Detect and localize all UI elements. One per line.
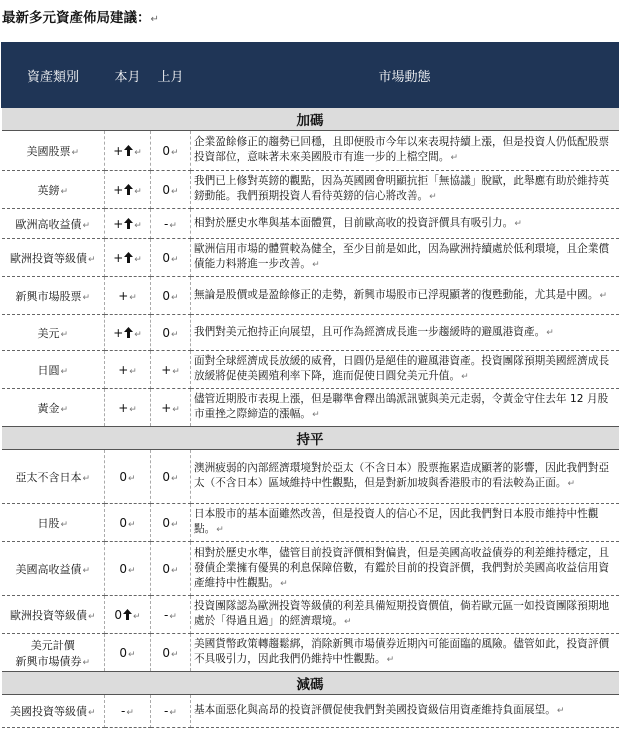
- up-arrow-icon: [124, 145, 133, 156]
- cell-end-mark: ↵: [171, 519, 179, 530]
- cell-end-mark: ↵: [312, 260, 320, 270]
- table-row: [2, 171, 619, 209]
- market-commentary-cell: [191, 389, 619, 427]
- cell-end-mark: ↵: [171, 186, 179, 197]
- asset-class-cell: [2, 504, 105, 542]
- table-row: [2, 131, 619, 171]
- last-month-value: 0: [162, 645, 171, 660]
- section-title: 減碼: [2, 672, 619, 695]
- asset-class-cell: [2, 315, 105, 351]
- header-this-month: 本月: [105, 43, 151, 108]
- document-title-text: 最新多元資產佈局建議：: [2, 10, 151, 26]
- cell-end-mark: ↵: [60, 329, 69, 340]
- this-month-cell: [105, 450, 151, 504]
- cell-end-mark: ↵: [133, 611, 141, 622]
- cell-end-mark: ↵: [450, 153, 459, 163]
- asset-allocation-table: [1, 42, 619, 728]
- cell-end-mark: ↵: [171, 147, 179, 158]
- asset-class-cell: [2, 634, 105, 672]
- asset-class-label: 美元計價: [30, 638, 75, 652]
- asset-class-label: 美國股票: [26, 144, 71, 158]
- last-month-cell: [151, 131, 191, 171]
- asset-class-cell: [2, 351, 105, 389]
- table-row: [2, 277, 619, 315]
- market-commentary-text: 基本面惡化與高昂的投資評價促使我們對美國投資級信用資產維持負面展望。: [194, 704, 556, 716]
- market-commentary-cell: [191, 277, 619, 315]
- asset-class-label: 美元: [37, 326, 60, 340]
- asset-class-cell: [2, 450, 105, 504]
- this-month-value: 0: [119, 469, 128, 484]
- section-title: 加碼: [2, 108, 619, 131]
- this-month-value: 0: [114, 607, 123, 622]
- this-month-cell: [105, 695, 151, 728]
- market-commentary-cell: [191, 634, 619, 672]
- last-month-value: 0: [162, 182, 171, 197]
- last-month-value: 0: [162, 288, 171, 303]
- market-commentary-text: 無論是股價或是盈餘修正的走勢，新興市場股市已浮現顯著的復甦動能，尤其是中國。: [194, 288, 599, 301]
- asset-class-cell: [2, 542, 105, 596]
- table-row: [2, 596, 619, 634]
- section-title: 持平: [2, 427, 619, 450]
- cell-end-mark: ↵: [60, 366, 69, 377]
- market-commentary-cell: [191, 315, 619, 351]
- market-commentary-cell: [191, 596, 619, 634]
- market-commentary-cell: [191, 209, 619, 239]
- paragraph-mark: ↵: [150, 14, 159, 25]
- this-month-value: 0: [119, 515, 128, 530]
- section-header-row: [2, 672, 619, 695]
- cell-end-mark: ↵: [128, 519, 136, 530]
- asset-class-label: 歐洲投資等級債: [9, 608, 87, 622]
- asset-class-label: 日股: [37, 516, 60, 530]
- last-month-cell: [151, 542, 191, 596]
- last-month-cell: [151, 315, 191, 351]
- this-month-value: +: [113, 182, 124, 197]
- market-commentary-cell: [191, 504, 619, 542]
- cell-end-mark: ↵: [169, 611, 177, 622]
- cell-end-mark: ↵: [134, 147, 142, 158]
- last-month-cell: [151, 450, 191, 504]
- last-month-cell: [151, 239, 191, 277]
- cell-end-mark: ↵: [171, 649, 179, 660]
- cell-end-mark: ↵: [429, 192, 437, 202]
- last-month-cell: [151, 351, 191, 389]
- section-header-row: [2, 427, 619, 450]
- this-month-cell: [105, 596, 151, 634]
- cell-end-mark: ↵: [312, 410, 320, 420]
- last-month-cell: [151, 634, 191, 672]
- up-arrow-icon: [124, 252, 133, 263]
- cell-end-mark: ↵: [171, 473, 179, 484]
- document-title: [2, 6, 159, 26]
- up-arrow-icon: [124, 184, 133, 195]
- cell-end-mark: ↵: [172, 404, 180, 415]
- cell-end-mark: ↵: [599, 290, 608, 301]
- this-month-value: +: [118, 288, 129, 303]
- market-commentary-cell: [191, 542, 619, 596]
- cell-end-mark: ↵: [171, 254, 179, 265]
- cell-end-mark: ↵: [60, 186, 69, 197]
- last-month-cell: [151, 504, 191, 542]
- this-month-value: -: [121, 704, 126, 718]
- cell-end-mark: ↵: [82, 220, 91, 231]
- asset-class-label: 歐洲投資等級債: [9, 251, 87, 265]
- cell-end-mark: ↵: [280, 578, 288, 589]
- last-month-value: 0: [162, 250, 171, 265]
- market-commentary-text: 美國貨幣政策轉趨鬆綁，消除新興市場債券近期內可能面臨的風險。儘管如此，投資評價不具吸引力，因此我們仍維持中性觀點。: [194, 638, 610, 665]
- this-month-value: 0: [119, 561, 128, 576]
- cell-end-mark: ↵: [556, 706, 565, 716]
- this-month-cell: [105, 504, 151, 542]
- last-month-value: -: [164, 704, 169, 718]
- asset-class-cell: [2, 596, 105, 634]
- cell-end-mark: ↵: [82, 565, 91, 576]
- cell-end-mark: ↵: [128, 649, 136, 660]
- cell-end-mark: ↵: [169, 708, 177, 718]
- asset-class-cell: [2, 239, 105, 277]
- asset-class-cell: [2, 171, 105, 209]
- last-month-cell: [151, 596, 191, 634]
- section-header-row: [2, 108, 619, 131]
- asset-class-label: 美國投資等級債: [9, 705, 87, 718]
- asset-class-cell: [2, 131, 105, 171]
- cell-end-mark: ↵: [128, 565, 136, 576]
- last-month-cell: [151, 695, 191, 728]
- this-month-cell: [105, 277, 151, 315]
- this-month-value: +: [113, 250, 124, 265]
- market-commentary-cell: [191, 171, 619, 209]
- market-commentary-cell: [191, 239, 619, 277]
- this-month-value: +: [118, 362, 129, 377]
- this-month-cell: [105, 171, 151, 209]
- up-arrow-icon: [123, 609, 132, 620]
- this-month-value: +: [118, 400, 129, 415]
- table-row: [2, 351, 619, 389]
- asset-class-label: 歐洲高收益債: [15, 217, 82, 231]
- cell-end-mark: ↵: [169, 220, 177, 231]
- asset-class-label: 亞太不含日本: [15, 470, 82, 484]
- asset-class-label: 日圓: [37, 363, 60, 377]
- table-row: [2, 209, 619, 239]
- cell-end-mark: ↵: [567, 479, 576, 489]
- last-month-cell: [151, 277, 191, 315]
- market-commentary-text: 儘管近期股市表現上漲，但是聯準會釋出鴿派訊號與美元走弱，令黃金守住去年 12 月股市重挫之際締造的漲幅。: [194, 393, 609, 420]
- header-market-commentary: 市場動態: [191, 43, 619, 108]
- table-row: [2, 542, 619, 596]
- last-month-value: +: [161, 400, 172, 415]
- cell-end-mark: ↵: [129, 404, 137, 415]
- cell-end-mark: ↵: [386, 655, 395, 665]
- cell-end-mark: ↵: [129, 292, 137, 303]
- cell-end-mark: ↵: [172, 366, 180, 377]
- market-commentary-cell: [191, 131, 619, 171]
- this-month-cell: [105, 634, 151, 672]
- market-commentary-cell: [191, 450, 619, 504]
- cell-end-mark: ↵: [128, 473, 136, 484]
- this-month-cell: [105, 389, 151, 427]
- cell-end-mark: ↵: [87, 708, 96, 718]
- this-month-cell: [105, 131, 151, 171]
- market-commentary-text: 相對於歷史水準，儘管目前投資評價相對偏貴，但是美國高收益債券的利差維持穩定，且發債企業擁有優異的利息保障倍數，有鑑於目前的投資評價，我們對於美國高收益信用資產維持中性觀點。: [194, 546, 610, 589]
- cell-end-mark: ↵: [216, 525, 224, 535]
- cell-end-mark: ↵: [514, 218, 522, 229]
- asset-class-label: 新興市場債券: [15, 654, 82, 668]
- table-row: [2, 450, 619, 504]
- up-arrow-icon: [124, 327, 133, 338]
- this-month-value: +: [113, 325, 124, 340]
- market-commentary-text: 企業盈餘修正的趨勢已回穩，且即便股市今年以來表現持續上漲，但是投資人仍低配股票投資部位，意味著未來美國股市有進一步的上檔空間。: [194, 136, 610, 163]
- table-header-row: [2, 43, 619, 108]
- cell-end-mark: ↵: [60, 404, 69, 415]
- cell-end-mark: ↵: [87, 254, 96, 265]
- this-month-value: +: [113, 216, 124, 231]
- cell-end-mark: ↵: [344, 617, 352, 627]
- cell-end-mark: ↵: [87, 611, 96, 622]
- market-commentary-text: 日本股市的基本面雖然改善，但是投資人的信心不足，因此我們對日本股市維持中性觀點。: [194, 508, 599, 535]
- cell-end-mark: ↵: [546, 327, 554, 338]
- market-commentary-text: 我們對美元抱持正向展望，且可作為經濟成長進一步趨緩時的避風港資產。: [194, 325, 546, 338]
- cell-end-mark: ↵: [60, 519, 69, 530]
- asset-class-cell: [2, 695, 105, 728]
- this-month-cell: [105, 239, 151, 277]
- asset-class-label: 英鎊: [37, 183, 60, 197]
- table-row: [2, 389, 619, 427]
- last-month-value: -: [164, 607, 169, 622]
- market-commentary-text: 歐洲信用市場的體質較為健全，至少目前是如此，因為歐洲持續處於低利環境，且企業償債能力料將進一步改善。: [194, 243, 610, 270]
- asset-class-cell: [2, 209, 105, 239]
- header-asset-class: 資產類別: [2, 43, 105, 108]
- market-commentary-text: 相對於歷史水準與基本面體質，目前歐高收的投資評價具有吸引力。: [194, 216, 514, 229]
- asset-class-cell: [2, 389, 105, 427]
- this-month-cell: [105, 315, 151, 351]
- cell-end-mark: ↵: [171, 565, 179, 576]
- this-month-cell: [105, 351, 151, 389]
- this-month-cell: [105, 209, 151, 239]
- last-month-value: +: [161, 362, 172, 377]
- market-commentary-text: 我們已上修對英鎊的觀點，因為英國國會明顯抗拒「無協議」脫歐，此舉應有助於維持英鎊動能。我們預期投資人看待英鎊的信心將改善。: [194, 175, 610, 202]
- header-last-month: 上月: [151, 43, 191, 108]
- this-month-value: 0: [119, 645, 128, 660]
- asset-class-label: 美國高收益債: [15, 562, 82, 576]
- cell-end-mark: ↵: [134, 220, 142, 231]
- asset-class-label: 新興市場股票: [15, 289, 82, 303]
- up-arrow-icon: [124, 218, 133, 229]
- cell-end-mark: ↵: [171, 329, 179, 340]
- last-month-value: 0: [162, 515, 171, 530]
- last-month-cell: [151, 171, 191, 209]
- table-row: [2, 239, 619, 277]
- cell-end-mark: ↵: [171, 292, 179, 303]
- last-month-value: 0: [162, 561, 171, 576]
- last-month-value: 0: [162, 325, 171, 340]
- cell-end-mark: ↵: [82, 292, 91, 303]
- cell-end-mark: ↵: [134, 329, 142, 340]
- market-commentary-cell: [191, 351, 619, 389]
- cell-end-mark: ↵: [71, 147, 80, 158]
- last-month-value: 0: [162, 469, 171, 484]
- cell-end-mark: ↵: [82, 657, 91, 668]
- cell-end-mark: ↵: [129, 366, 137, 377]
- cell-end-mark: ↵: [134, 254, 142, 265]
- cell-end-mark: ↵: [82, 473, 91, 484]
- last-month-value: -: [164, 216, 169, 231]
- market-commentary-text: 面對全球經濟成長放緩的威脅，日圓仍是絕佳的避風港資產。投資團隊預期美國經濟成長放緩將促使美國殖利率下降，進而促使日圓兌美元升值。: [194, 355, 610, 382]
- table-body: [2, 108, 619, 728]
- this-month-cell: [105, 542, 151, 596]
- market-commentary-cell: [191, 695, 619, 728]
- table-row: [2, 315, 619, 351]
- last-month-cell: [151, 389, 191, 427]
- table-row: [2, 634, 619, 672]
- this-month-value: +: [113, 143, 124, 158]
- cell-end-mark: ↵: [134, 186, 142, 197]
- cell-end-mark: ↵: [126, 708, 134, 718]
- table-row: [2, 695, 619, 728]
- cell-end-mark: ↵: [461, 372, 469, 382]
- table-row: [2, 504, 619, 542]
- asset-class-label: 黃金: [37, 401, 60, 415]
- market-commentary-text: 澳洲疲弱的內部經濟環境對於亞太（不含日本）股票拖累造成顯著的影響，因此我們對亞太（不含日本）區域維持中性觀點，但是對新加坡與香港股市的看法較為正面。: [194, 462, 610, 489]
- asset-class-cell: [2, 277, 105, 315]
- last-month-value: 0: [162, 143, 171, 158]
- last-month-cell: [151, 209, 191, 239]
- market-commentary-text: 投資團隊認為歐洲投資等級債的利差具備短期投資價值，倘若歐元區一如投資團隊預期地處於「得過且過」的經濟環境。: [194, 600, 610, 627]
